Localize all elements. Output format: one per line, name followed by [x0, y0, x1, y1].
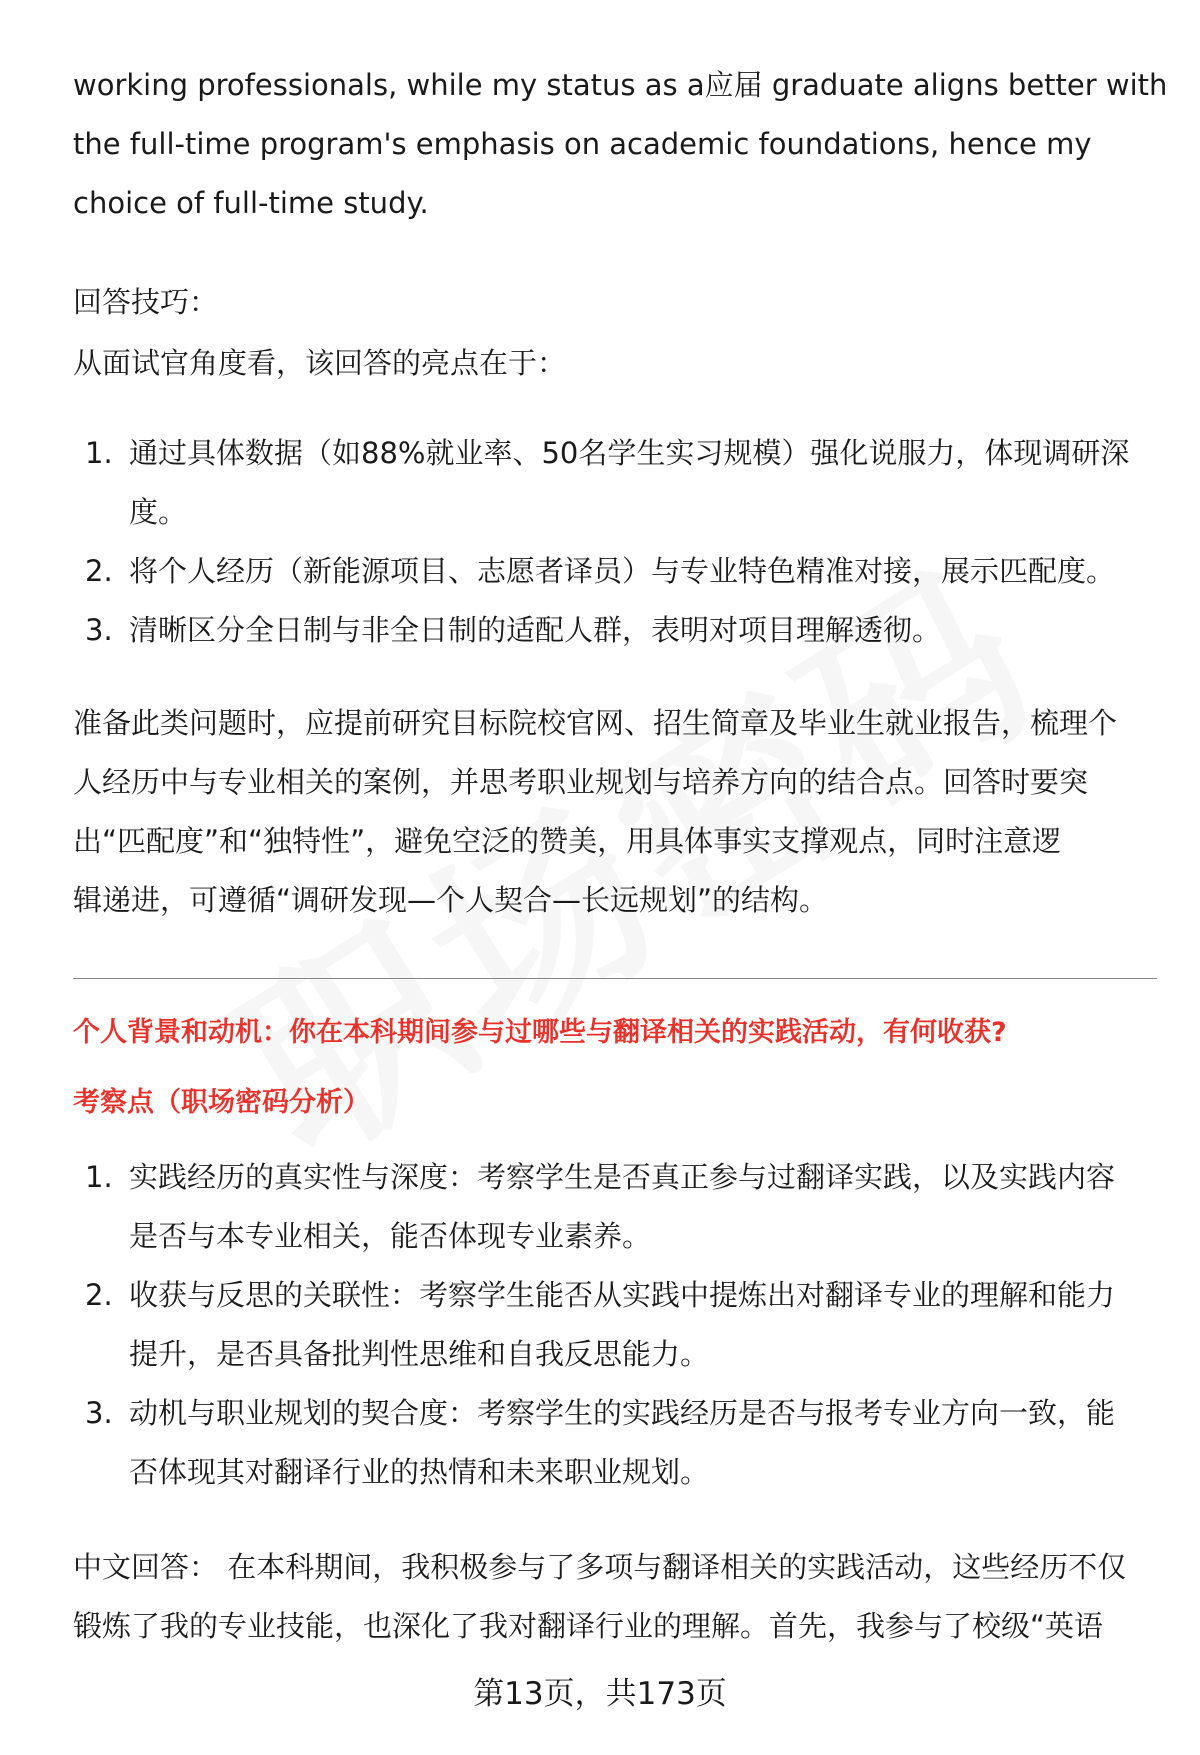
- section-divider: [73, 978, 1157, 979]
- tips-intro: 从面试官角度看，该回答的亮点在于：: [73, 346, 567, 380]
- list-number: 3.: [85, 1396, 113, 1430]
- text-line: 出“匹配度”和“独特性”，避免空泛的赞美，用具体事实支撑观点，同时注意逻: [73, 824, 1062, 858]
- text-line: 通过具体数据（如88%就业率、50名学生实习规模）强化说服力，体现调研深: [129, 436, 1130, 470]
- intro-paragraph: [73, 56, 1168, 233]
- text-line: working professionals, while my status as a应届 graduate aligns better with: [73, 68, 1168, 102]
- list-number: 2.: [85, 554, 113, 588]
- text-line: 否体现其对翻译行业的热情和未来职业规划。: [129, 1455, 710, 1489]
- list-number: 1.: [85, 436, 113, 470]
- list-item: [73, 1266, 1158, 1384]
- analysis-list: [73, 1148, 1158, 1502]
- text-line: 人经历中与专业相关的案例，并思考职业规划与培养方向的结合点。回答时要突: [73, 765, 1089, 799]
- list-item: [73, 1148, 1158, 1266]
- list-number: 1.: [85, 1160, 113, 1194]
- text-line: 锻炼了我的专业技能，也深化了我对翻译行业的理解。首先，我参与了校级“英语: [73, 1609, 1104, 1643]
- list-item: [73, 1384, 1158, 1502]
- text-line: 清晰区分全日制与非全日制的适配人群，表明对项目理解透彻。: [129, 613, 942, 647]
- text-line: 辑递进，可遵循“调研发现—个人契合—长远规划”的结构。: [73, 883, 829, 917]
- text-line: 度。: [129, 495, 188, 529]
- text-line: 动机与职业规划的契合度：考察学生的实践经历是否与报考专业方向一致，能: [129, 1396, 1116, 1430]
- question-heading: 个人背景和动机：你在本科期间参与过哪些与翻译相关的实践活动，有何收获?: [73, 1017, 1007, 1048]
- list-number: 3.: [85, 613, 113, 647]
- prep-paragraph: [73, 694, 1158, 930]
- text-line: 收获与反思的关联性：考察学生能否从实践中提炼出对翻译专业的理解和能力: [129, 1278, 1116, 1312]
- text-line: the full-time program's emphasis on academic foundations, hence my: [73, 127, 1092, 161]
- page-footer: 第13页，共173页: [473, 1676, 727, 1712]
- text-line: 实践经历的真实性与深度：考察学生是否真正参与过翻译实践，以及实践内容: [129, 1160, 1116, 1194]
- text-line: 将个人经历（新能源项目、志愿者译员）与专业特色精准对接，展示匹配度。: [129, 554, 1116, 588]
- highlights-list: [73, 424, 1158, 660]
- list-item: [73, 424, 1158, 542]
- text-line: 是否与本专业相关，能否体现专业素养。: [129, 1219, 652, 1253]
- list-item: [73, 542, 1158, 601]
- chinese-answer: [73, 1538, 1158, 1656]
- tips-label: 回答技巧：: [73, 285, 219, 319]
- text-line: 准备此类问题时，应提前研究目标院校官网、招生简章及毕业生就业报告，梳理个: [73, 706, 1118, 740]
- list-item: [73, 601, 1158, 660]
- text-line: 提升，是否具备批判性思维和自我反思能力。: [129, 1337, 710, 1371]
- analysis-heading: 考察点（职场密码分析）: [73, 1087, 370, 1118]
- text-line: 中文回答： 在本科期间，我积极参与了多项与翻译相关的实践活动，这些经历不仅: [73, 1550, 1127, 1584]
- text-line: choice of full-time study.: [73, 186, 429, 220]
- list-number: 2.: [85, 1278, 113, 1312]
